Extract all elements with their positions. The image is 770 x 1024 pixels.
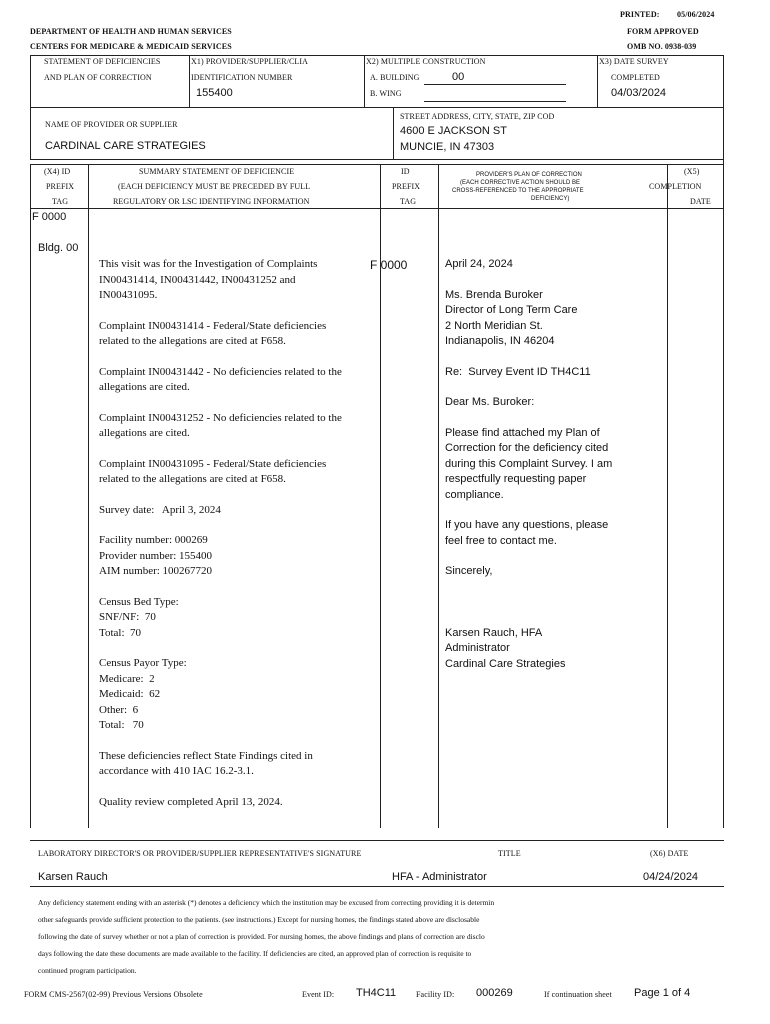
summary-para: Quality review completed April 13, 2024. bbox=[99, 795, 283, 808]
summary-header-3: REGULATORY OR LSC IDENTIFYING INFORMATION bbox=[113, 197, 310, 206]
address-line-2: MUNCIE, IN 47303 bbox=[400, 141, 495, 153]
facility-id-label: Facility ID: bbox=[416, 990, 455, 999]
poc-para: Please find attached my Plan of Correction for the deficiency cited during this Complaint Survey. I am respectfully requesting paper compliance. bbox=[445, 426, 613, 501]
summary-statement bbox=[99, 257, 349, 810]
summary-para: SNF/NF: 70 bbox=[99, 611, 156, 623]
summary-para: Survey date: April 3, 2024 bbox=[99, 503, 221, 516]
left-tag: F 0000 bbox=[32, 211, 67, 223]
statement-label-2: AND PLAN OF CORRECTION bbox=[44, 73, 152, 82]
summary-para: Census Payor Type: bbox=[99, 657, 187, 669]
summary-header-2: (EACH DEFICIENCY MUST BE PRECEDED BY FULL bbox=[118, 182, 311, 191]
building-tag: Bldg. 00 bbox=[38, 242, 79, 254]
signer-title: HFA - Administrator bbox=[392, 871, 487, 883]
poc-header-4: DEFICIENCY) bbox=[531, 196, 570, 202]
date-label: (X6) DATE bbox=[650, 849, 689, 858]
address-label: STREET ADDRESS, CITY, STATE, ZIP COD bbox=[400, 112, 555, 121]
summary-para: Complaint IN00431095 - Federal/State deficiencies related to the allegations are cited at F658. bbox=[99, 457, 327, 485]
title-label: TITLE bbox=[498, 849, 521, 858]
summary-para: These deficiencies reflect State Findings cited in accordance with 410 IAC 16.2-3.1. bbox=[99, 749, 313, 777]
poc-para: Dear Ms. Buroker: bbox=[445, 396, 535, 408]
signature-label: LABORATORY DIRECTOR'S OR PROVIDER/SUPPLIER REPRESENTATIVE'S SIGNATURE bbox=[38, 849, 362, 858]
wing-label: B. WING bbox=[370, 89, 402, 98]
summary-para: Total: 70 bbox=[99, 719, 144, 731]
summary-para: Medicare: 2 bbox=[99, 672, 155, 685]
id-label-2: PREFIX bbox=[392, 182, 421, 191]
disclaimer-line: continued program participation. bbox=[38, 966, 137, 975]
continuation-label: If continuation sheet bbox=[544, 990, 612, 999]
signer-name: Karsen Rauch bbox=[38, 871, 108, 883]
poc-header-3: CROSS-REFERENCED TO THE APPROPRIATE bbox=[452, 188, 584, 194]
summary-para: Facility number: 000269 bbox=[99, 534, 208, 546]
provider-name-label: NAME OF PROVIDER OR SUPPLIER bbox=[45, 120, 178, 129]
omb-number: OMB NO. 0938-039 bbox=[627, 42, 697, 51]
building-value: 00 bbox=[452, 71, 465, 83]
survey-completed-date: 04/03/2024 bbox=[611, 87, 667, 99]
x3-label-1: X3) DATE SURVEY bbox=[599, 57, 669, 66]
page-number: Page 1 of 4 bbox=[634, 987, 691, 999]
department-title: DEPARTMENT OF HEALTH AND HUMAN SERVICES bbox=[30, 27, 232, 36]
cms-title: CENTERS FOR MEDICARE & MEDICAID SERVICES bbox=[30, 42, 232, 51]
x5-label-2: COMPLETION bbox=[649, 182, 702, 191]
summary-para: Total: 70 bbox=[99, 626, 142, 639]
form-approved: FORM APPROVED bbox=[627, 27, 699, 36]
poc-para: Administrator bbox=[445, 642, 510, 654]
event-id-value: TH4C11 bbox=[356, 987, 397, 999]
poc-para: Ms. Brenda Buroker bbox=[445, 288, 543, 301]
right-tag: F 0000 bbox=[370, 258, 408, 272]
x4-label-2: PREFIX bbox=[46, 182, 75, 191]
address-line-1: 4600 E JACKSON ST bbox=[400, 125, 507, 137]
summary-para: Other: 6 bbox=[99, 703, 139, 716]
x2-label: X2) MULTIPLE CONSTRUCTION bbox=[366, 57, 486, 66]
poc-para: Karsen Rauch, HFA bbox=[445, 626, 543, 639]
x1-label-1: X1) PROVIDER/SUPPLIER/CLIA bbox=[191, 57, 309, 66]
summary-para: This visit was for the Investigation of Complaints IN00431414, IN00431442, IN00431252 and IN00431095. bbox=[99, 258, 318, 301]
poc-para: Director of Long Term Care bbox=[445, 304, 578, 316]
disclaimer-line: Any deficiency statement ending with an asterisk (*) denotes a deficiency which the institution may be excused from correcting providing it is determin bbox=[38, 898, 495, 907]
summary-para: Medicaid: 62 bbox=[99, 688, 161, 700]
provider-id: 155400 bbox=[196, 87, 233, 99]
summary-para: Census Bed Type: bbox=[99, 595, 179, 608]
poc-para: Cardinal Care Strategies bbox=[445, 657, 566, 670]
poc-para: Sincerely, bbox=[445, 565, 493, 577]
plan-of-correction bbox=[445, 257, 623, 672]
signature-date: 04/24/2024 bbox=[643, 871, 699, 883]
x5-label-3: DATE bbox=[690, 197, 711, 206]
x5-label-1: (X5) bbox=[684, 167, 700, 176]
poc-para: Re: Survey Event ID TH4C11 bbox=[445, 365, 591, 378]
id-label-1: ID bbox=[401, 167, 410, 176]
facility-id-value: 000269 bbox=[476, 987, 513, 999]
summary-para: AIM number: 100267720 bbox=[99, 565, 213, 577]
summary-para: Complaint IN00431442 - No deficiencies related to the allegations are cited. bbox=[99, 365, 342, 393]
disclaimer-line: following the date of survey whether or not a plan of correction is provided. For nursing homes, the above findings and plans of correction are disclo bbox=[38, 932, 485, 941]
x4-label-1: (X4) ID bbox=[44, 167, 71, 176]
statement-label-1: STATEMENT OF DEFICIENCIES bbox=[44, 57, 161, 66]
printed-date: 05/06/2024 bbox=[677, 10, 715, 19]
building-label: A. BUILDING bbox=[370, 73, 420, 82]
poc-para: Indianapolis, IN 46204 bbox=[445, 335, 555, 347]
summary-header-1: SUMMARY STATEMENT OF DEFICIENCIE bbox=[139, 167, 295, 176]
poc-para: April 24, 2024 bbox=[445, 258, 513, 270]
summary-para: Complaint IN00431414 - Federal/State deficiencies related to the allegations are cited at F658. bbox=[99, 319, 327, 347]
x4-label-3: TAG bbox=[52, 197, 69, 206]
provider-name: CARDINAL CARE STRATEGIES bbox=[45, 140, 206, 152]
poc-para: 2 North Meridian St. bbox=[445, 319, 543, 332]
poc-header-1: PROVIDER'S PLAN OF CORRECTION bbox=[476, 172, 582, 178]
x3-label-2: COMPLETED bbox=[611, 73, 660, 82]
poc-para: If you have any questions, please feel free to contact me. bbox=[445, 519, 609, 547]
disclaimer-line: other safeguards provide sufficient protection to the patients. (see instructions.) Except for nursing homes, the findings stated above are disclosable bbox=[38, 915, 480, 924]
summary-para: Provider number: 155400 bbox=[99, 549, 213, 562]
summary-para: Complaint IN00431252 - No deficiencies related to the allegations are cited. bbox=[99, 411, 342, 439]
id-label-3: TAG bbox=[400, 197, 417, 206]
form-number: FORM CMS-2567(02-99) Previous Versions Obsolete bbox=[24, 990, 203, 999]
poc-header-2: (EACH CORRECTIVE ACTION SHOULD BE bbox=[460, 180, 581, 186]
disclaimer-line: days following the date these documents are made available to the facility. If deficiencies are cited, an approved plan of correction is requisite to bbox=[38, 949, 472, 958]
x1-label-2: IDENTIFICATION NUMBER bbox=[191, 73, 293, 82]
printed-label: PRINTED: bbox=[620, 10, 660, 19]
event-id-label: Event ID: bbox=[302, 990, 335, 999]
disclaimer bbox=[38, 894, 728, 979]
